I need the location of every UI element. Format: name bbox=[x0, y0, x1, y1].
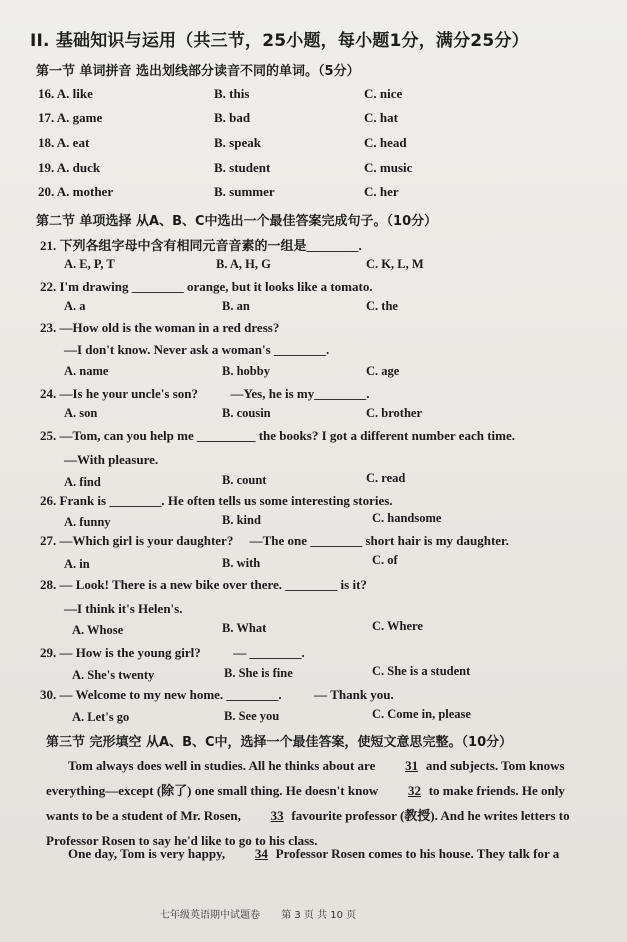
q30-stem: 30. — Welcome to my new home. ________. — Thank you. bbox=[40, 687, 394, 702]
q27-option-b: B. with bbox=[222, 556, 261, 570]
q23-option-c: C. age bbox=[366, 364, 400, 378]
q28-option-c: C. Where bbox=[372, 619, 423, 633]
cloze-p1-text-4: favourite professor (教授). And he writes letters to Professor Rosen to say he'd like to go to his class. bbox=[46, 808, 570, 848]
q24-option-c: C. brother bbox=[366, 406, 423, 420]
q23-stem-line1: 23. —How old is the woman in a red dress? bbox=[40, 320, 280, 335]
q16-option-a: 16. A. like bbox=[38, 86, 93, 101]
q17-option-c: C. hat bbox=[364, 110, 398, 125]
q29-option-a: A. She's twenty bbox=[72, 668, 155, 682]
q23-stem-line2: —I don't know. Never ask a woman's ________. bbox=[64, 342, 330, 357]
q29-stem: 29. — How is the young girl? — ________. bbox=[40, 645, 305, 660]
q26-stem: 26. Frank is ________. He often tells us some interesting stories. bbox=[40, 493, 393, 508]
cloze-paragraph-1 bbox=[46, 753, 600, 853]
q30-option-a: A. Let's go bbox=[72, 710, 130, 724]
q27-option-a: A. in bbox=[64, 557, 90, 571]
section2-heading: 第二节 单项选择 从A、B、C中选出一个最佳答案完成句子。（10分） bbox=[36, 214, 438, 229]
q29-option-b: B. She is fine bbox=[224, 666, 293, 680]
q22-stem: 22. I'm drawing ________ orange, but it looks like a tomato. bbox=[40, 279, 373, 294]
q19-option-c: C. music bbox=[364, 160, 413, 175]
cloze-p1-text-1: Tom always does well in studies. All he thinks about are bbox=[68, 758, 379, 773]
q28-option-b: B. What bbox=[222, 621, 267, 635]
cloze-p2-text-2: Professor Rosen comes to his house. They talk for a bbox=[272, 846, 560, 861]
q25-option-a: A. find bbox=[64, 475, 101, 489]
q28-option-a: A. Whose bbox=[72, 623, 124, 637]
blank-34: 34 bbox=[254, 846, 268, 861]
q26-option-b: B. kind bbox=[222, 513, 261, 527]
footer-page-number: 第 3 页 共 10 页 bbox=[281, 910, 357, 921]
page-footer bbox=[160, 906, 374, 921]
q17-option-b: B. bad bbox=[214, 110, 251, 125]
cloze-paragraph-2 bbox=[46, 841, 600, 866]
footer-exam-name: 七年级英语期中试题卷 bbox=[160, 910, 260, 921]
q22-option-a: A. a bbox=[64, 299, 86, 313]
section3-heading: 第三节 完形填空 从A、B、C中，选择一个最佳答案，使短文意思完整。（10分） bbox=[46, 735, 513, 750]
q18-option-b: B. speak bbox=[214, 135, 261, 150]
q26-option-a: A. funny bbox=[64, 515, 111, 529]
q24-option-a: A. son bbox=[64, 406, 98, 420]
q20-option-b: B. summer bbox=[214, 184, 275, 199]
q27-stem: 27. —Which girl is your daughter? —The one ________ short hair is my daughter. bbox=[40, 533, 509, 548]
part-title: II. 基础知识与运用（共三节，25小题，每小题1分，满分25分） bbox=[30, 31, 529, 51]
q28-stem-line2: —I think it's Helen's. bbox=[64, 601, 183, 616]
q22-option-c: C. the bbox=[366, 299, 398, 313]
blank-32: 32 bbox=[407, 783, 421, 798]
q21-option-b: B. A, H, G bbox=[216, 257, 271, 271]
q24-option-b: B. cousin bbox=[222, 406, 271, 420]
q18-option-c: C. head bbox=[364, 135, 407, 150]
q25-stem-line2: —With pleasure. bbox=[64, 452, 159, 467]
blank-31: 31 bbox=[405, 758, 419, 773]
section1-heading: 第一节 单词拼音 选出划线部分读音不同的单词。（5分） bbox=[36, 64, 360, 79]
cloze-p1-text-2: and subjects. Tom knows everything—except (除了) one small thing. He doesn't know bbox=[46, 758, 565, 798]
q25-option-b: B. count bbox=[222, 473, 267, 487]
q22-option-b: B. an bbox=[222, 299, 250, 313]
q26-option-c: C. handsome bbox=[372, 511, 442, 525]
q21-option-a: A. E, P, T bbox=[64, 257, 115, 271]
q29-option-c: C. She is a student bbox=[372, 664, 471, 678]
q25-stem-line1: 25. —Tom, can you help me _________ the books? I got a different number each time. bbox=[40, 428, 515, 443]
q28-stem-line1: 28. — Look! There is a new bike over there. ________ is it? bbox=[40, 577, 367, 592]
q25-option-c: C. read bbox=[366, 471, 406, 485]
q16-option-c: C. nice bbox=[364, 86, 403, 101]
q21-stem: 21. 下列各组字母中含有相同元音音素的一组是________. bbox=[40, 238, 362, 253]
q30-option-b: B. See you bbox=[224, 709, 280, 723]
q24-stem: 24. —Is he your uncle's son? —Yes, he is my________. bbox=[40, 386, 370, 401]
q18-option-a: 18. A. eat bbox=[38, 135, 90, 150]
q23-option-b: B. hobby bbox=[222, 364, 270, 378]
q16-option-b: B. this bbox=[214, 86, 250, 101]
q23-option-a: A. name bbox=[64, 364, 109, 378]
blank-33: 33 bbox=[270, 808, 284, 823]
q21-option-c: C. K, L, M bbox=[366, 257, 424, 271]
q20-option-a: 20. A. mother bbox=[38, 184, 114, 199]
q19-option-a: 19. A. duck bbox=[38, 160, 101, 175]
cloze-p2-text-1: One day, Tom is very happy, bbox=[68, 846, 229, 861]
q20-option-c: C. her bbox=[364, 184, 399, 199]
q27-option-c: C. of bbox=[372, 553, 398, 567]
q30-option-c: C. Come in, please bbox=[372, 707, 471, 721]
q19-option-b: B. student bbox=[214, 160, 271, 175]
q17-option-a: 17. A. game bbox=[38, 110, 103, 125]
cloze-p1-text-3: to make friends. He only wants to be a student of Mr. Rosen, bbox=[46, 783, 565, 823]
